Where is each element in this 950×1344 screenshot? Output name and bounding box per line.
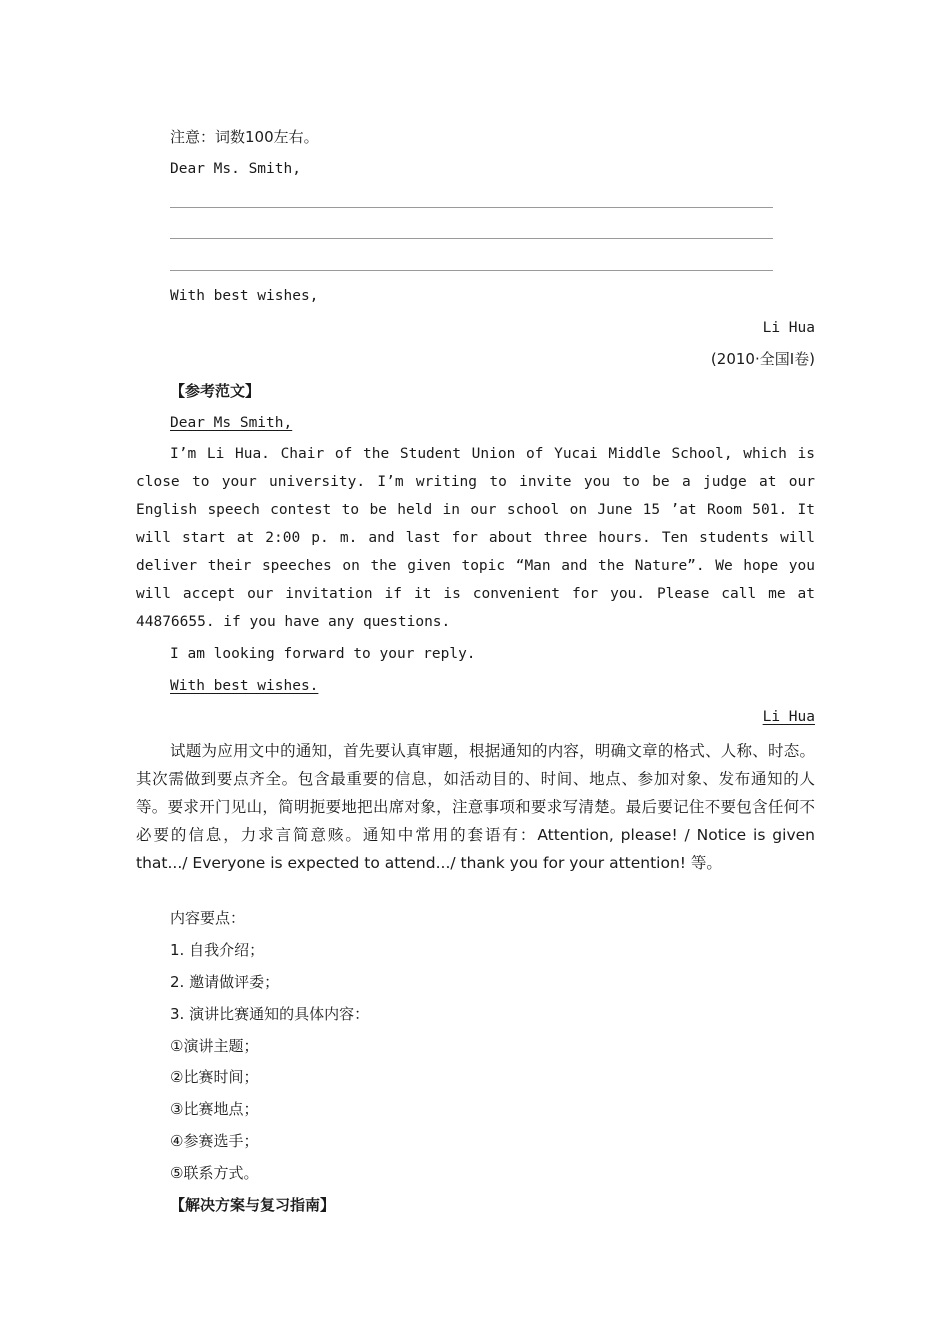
sub-point-1: ①演讲主题； bbox=[170, 1037, 259, 1055]
writing-line-3 bbox=[170, 270, 773, 271]
sample-closing-wrap bbox=[170, 676, 815, 696]
point-3: 3. 演讲比赛通知的具体内容： bbox=[170, 1005, 370, 1023]
sub-point-3: ③比赛地点； bbox=[170, 1100, 259, 1118]
sample-salutation: Dear Ms Smith, bbox=[170, 415, 293, 431]
point-2: 2. 邀请做评委； bbox=[170, 973, 280, 991]
sample-closing: With best wishes. bbox=[170, 678, 319, 694]
sub-point-5: ⑤联系方式。 bbox=[170, 1164, 259, 1182]
point-1: 1. 自我介绍； bbox=[170, 941, 265, 959]
prompt-salutation: Dear Ms. Smith, bbox=[170, 161, 301, 177]
points-heading: 内容要点： bbox=[170, 909, 246, 927]
writing-line-2 bbox=[170, 238, 773, 239]
sample-heading: 【参考范文】 bbox=[170, 382, 261, 400]
sample-signature-wrap bbox=[170, 707, 815, 727]
prompt-signature: Li Hua bbox=[762, 320, 815, 336]
solution-heading: 【解决方案与复习指南】 bbox=[170, 1196, 336, 1214]
analysis-paragraph: 试题为应用文中的通知，首先要认真审题，根据通知的内容，明确文章的格式、人称、时态。其次需做到要点齐全。包含最重要的信息，如活动目的、时间、地点、参加对象、发布通知的人等。要求开门见山，简明扼要地把出席对象，注意事项和要求写清楚。最后要记住不要包含任何不必要的信息，力求言简意赅。通知中常用的套语有：Attention, please! / Notice is given that.../ Everyone is expected to attend.../ thank you for your attention! 等。 bbox=[136, 742, 815, 872]
sample-salutation-wrap bbox=[170, 413, 815, 433]
exam-source: (2010·全国Ⅰ卷) bbox=[710, 350, 815, 368]
sub-point-2: ②比赛时间； bbox=[170, 1068, 259, 1086]
word-count-note: 注意：词数100左右。 bbox=[170, 128, 319, 146]
sample-closing-line: I am looking forward to your reply. bbox=[170, 646, 476, 662]
prompt-closing: With best wishes, bbox=[170, 288, 319, 304]
sample-signature: Li Hua bbox=[762, 709, 815, 725]
sub-point-4: ④参赛选手； bbox=[170, 1132, 259, 1150]
sample-body: I’m Li Hua. Chair of the Student Union of Yucai Middle School, which is close to your university. I’m writing to invite you to be a judge at our English speech contest to be held in our school on June 15 ’at Room 501. It will start at 2:00 p. m. and last for about three hours. Ten students will deliver their speeches on the given topic “Man and the Nature”. We hope you will accept our invitation if it is convenient for you. Please call me at 44876655. if you have any questions. bbox=[136, 446, 815, 630]
writing-line-1 bbox=[170, 207, 773, 208]
